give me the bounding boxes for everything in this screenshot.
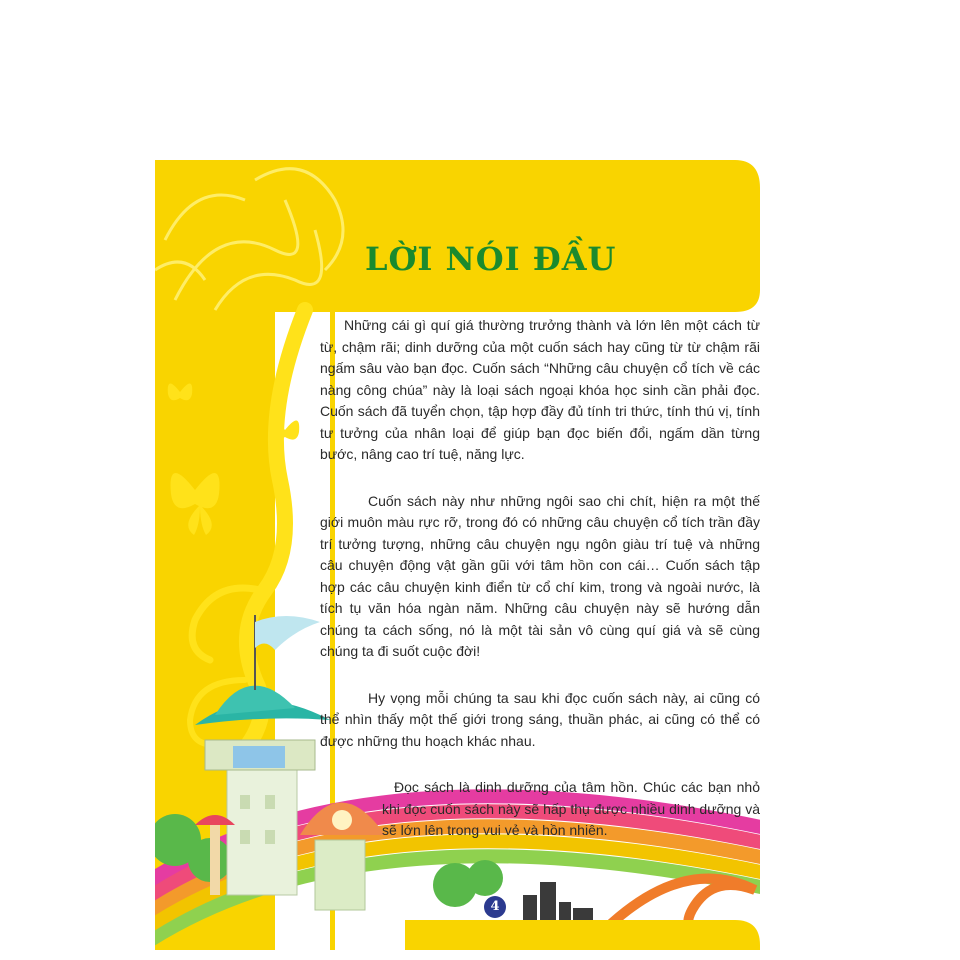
page-number-badge: 4 (484, 896, 506, 918)
preface-text (320, 315, 760, 842)
paragraph-4: Đọc sách là dinh dưỡng của tâm hồn. Chúc các bạn nhỏ khi đọc cuốn sách này sẽ hấp thụ được nhiều dinh dưỡng và sẽ lớn lên trong vui vẻ và hồn nhiên. (382, 779, 760, 838)
paragraph-1: Những cái gì quí giá thường trưởng thành và lớn lên một cách từ từ, chậm rãi; dinh dưỡng của một cuốn sách hay cũng từ từ chậm rãi ngấm sâu vào bạn đọc. Cuốn sách “Những câu chuyện cổ tích về các nàng công chúa” này là loại sách ngoại khóa học sinh cần phải đọc. Cuốn sách đã tuyển chọn, tập hợp đầy đủ tính tri thức, tính thú vị, tính tư tưởng của nhân loại để giúp bạn đọc biến đổi, ngấm dần từng bước, nâng cao trí tuệ, năng lực. (320, 317, 760, 462)
page-title: LỜI NÓI ĐẦU (365, 240, 617, 278)
paragraph-2: Cuốn sách này như những ngôi sao chi chít, hiện ra một thế giới muôn màu rực rỡ, trong đó có những câu chuyện cổ tích trần đầy trí tưởng tượng, những câu chuyện ngụ ngôn giàu trí tuệ và những câu chuyện động vật gần gũi với tâm hồn con cái… Cuốn sách tập hợp các câu chuyện kinh điển từ cổ chí kim, trong và ngoài nước, là tích tụ văn hóa ngàn năm. Những câu chuyện này sẽ hướng dẫn chúng ta cách sống, nó là một tài sản vô cùng quí giá và sẽ cùng chúng ta đi suốt cuộc đời! (320, 492, 760, 659)
yellow-bottom-band (405, 920, 760, 950)
paragraph-3: Hy vọng mỗi chúng ta sau khi đọc cuốn sách này, ai cũng có thể nhìn thấy một thế giới trong sáng, thuần phác, ai cũng có thể có được những thu hoạch khác nhau. (320, 689, 760, 749)
book-page (155, 160, 760, 950)
